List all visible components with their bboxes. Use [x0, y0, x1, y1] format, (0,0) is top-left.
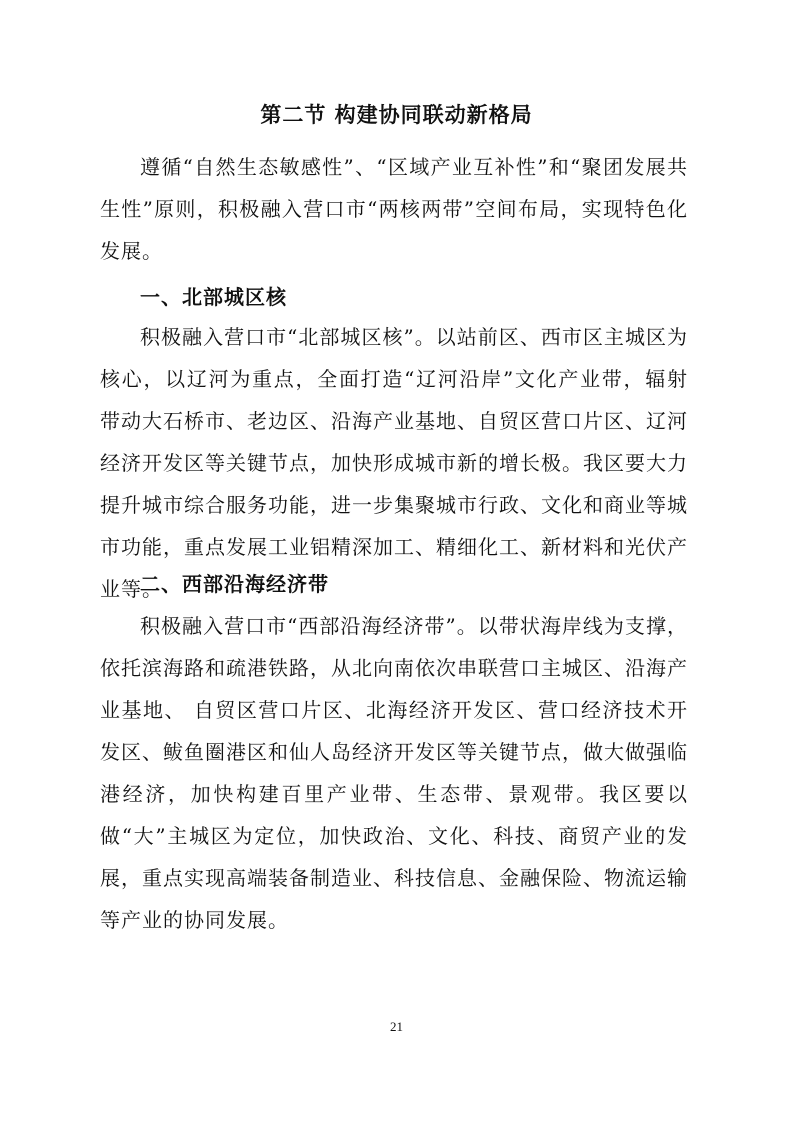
subsection-paragraph-north-core: 积极融入营口市“北部城区核”。以站前区、西市区主城区为核心，以辽河为重点，全面打造“辽河沿岸”文化产业带，辐射带动大石桥市、老边区、沿海产业基地、自贸区营口片区、辽河经济开发区等关键节点，加快形成城市新的增长极。我区要大力提升城市综合服务功能，进一步集聚城市行政、文化和商业等城市功能，重点发展工业铝精深加工、精细化工、新材料和光伏产业等。 — [100, 325, 688, 601]
section-title: 第二节 构建协同联动新格局 — [260, 103, 533, 127]
intro-paragraph: 遵循“自然生态敏感性”、“区域产业互补性”和“聚团发展共生性”原则，积极融入营口市“两核两带”空间布局，实现特色化发展。 — [100, 155, 688, 263]
subsection-heading-north-core: 一、北部城区核 — [140, 285, 287, 309]
subsection-heading-west-coastal-belt: 二、西部沿海经济带 — [140, 572, 329, 596]
subsection-paragraph-west-coastal-belt: 积极融入营口市“西部沿海经济带”。以带状海岸线为支撑，依托滨海路和疏港铁路，从北向南依次串联营口主城区、沿海产业基地、 自贸区营口片区、北海经济开发区、营口经济技术开发区、鲅鱼圈港区和仙人岛经济开发区等关键节点，做大做强临港经济，加快构建百里产业带、生态带、景观带。我区要以做“大”主城区为定位，加快政治、文化、科技、商贸产业的发展，重点实现高端装备制造业、科技信息、金融保险、物流运输等产业的协同发展。 — [100, 614, 688, 932]
page-number: 21 — [390, 1019, 403, 1034]
